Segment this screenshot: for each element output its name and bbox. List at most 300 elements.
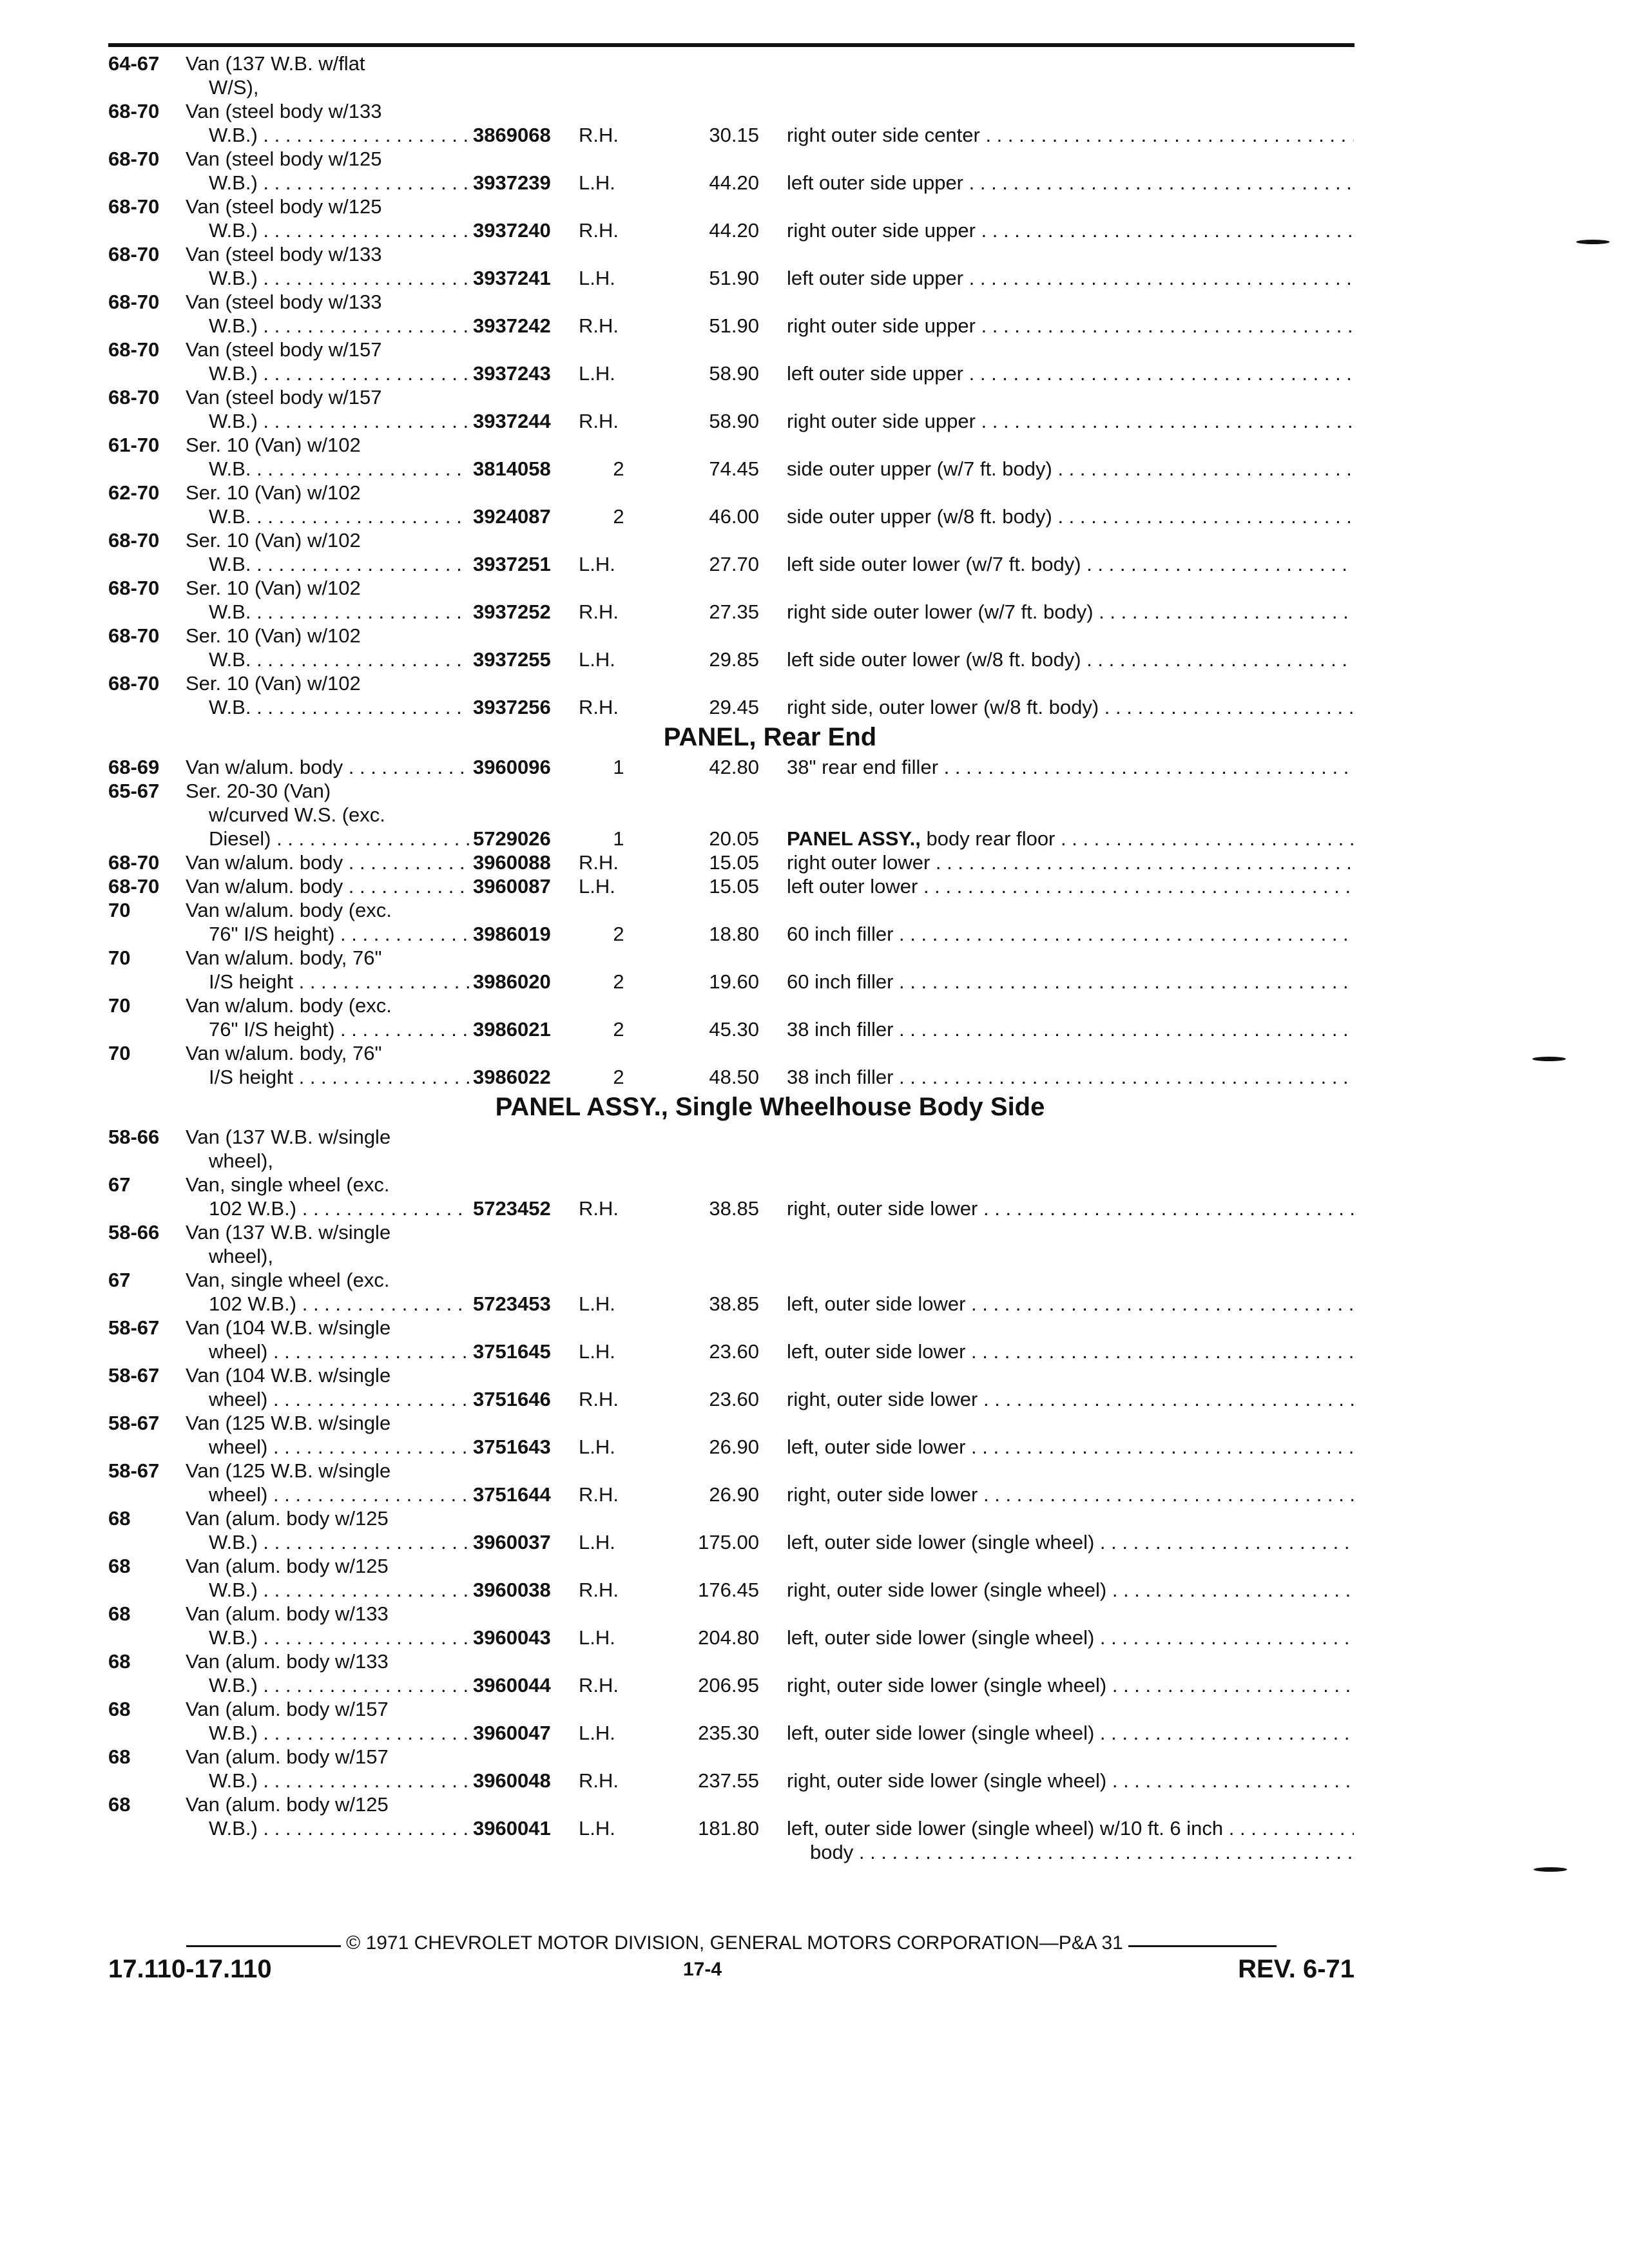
catalog-entry — [108, 99, 1354, 147]
entry-line — [108, 970, 1354, 994]
entry-line — [108, 75, 1354, 99]
model-years: 68-69 — [108, 756, 160, 778]
price: 51.90 — [709, 314, 759, 337]
part-description — [787, 218, 1354, 242]
catalog-entry — [108, 1173, 1354, 1220]
part-number: 3960087 — [469, 874, 576, 898]
side-indicator: R.H. — [579, 314, 619, 337]
part-description — [787, 970, 1354, 994]
part-description-text: right outer lower — [787, 851, 930, 874]
catalog-entry — [108, 528, 1354, 576]
part-description — [787, 1721, 1354, 1745]
model-leader-dots — [186, 874, 469, 898]
model-description: 102 W.B.) — [209, 1293, 297, 1315]
model-description: Van (steel body w/133 — [186, 291, 382, 313]
part-description — [787, 922, 1354, 946]
model-years: 68-70 — [108, 338, 160, 361]
model-description: Van (alum. body w/133 — [186, 1650, 389, 1673]
model-years: 58-66 — [108, 1221, 160, 1244]
entry-line — [108, 1387, 1354, 1411]
side-indicator: R.H. — [579, 696, 619, 718]
part-number: 3986020 — [469, 970, 576, 994]
part-description-text: left outer lower — [787, 875, 918, 898]
model-years: 70 — [108, 947, 131, 969]
model-description: Van, single wheel (exc. — [186, 1173, 390, 1196]
side-indicator: R.H. — [579, 219, 619, 242]
model-description: Van (alum. body w/125 — [186, 1793, 389, 1816]
part-number: 3986019 — [469, 922, 576, 946]
model-years: 70 — [108, 1042, 131, 1064]
part-description-text: left, outer side lower — [787, 1293, 966, 1315]
catalog-entry — [108, 1697, 1354, 1745]
side-indicator: L.H. — [579, 1817, 615, 1840]
part-description-text: left side outer lower (w/7 ft. body) — [787, 553, 1081, 575]
entry-line — [108, 1065, 1354, 1089]
part-description-text: left outer side upper — [787, 267, 964, 289]
entry-line — [108, 1268, 1354, 1292]
price: 18.80 — [709, 923, 759, 945]
side-indicator: R.H. — [579, 1483, 619, 1506]
model-description: W.B.) — [209, 124, 258, 146]
entry-line — [108, 1017, 1354, 1041]
side-indicator: R.H. — [579, 1579, 619, 1601]
part-description-text: right, outer side lower — [787, 1483, 978, 1506]
model-description: Van w/alum. body (exc. — [186, 899, 392, 921]
copyright-line — [108, 1930, 1354, 1956]
part-number: 3960096 — [469, 755, 576, 779]
price: 26.90 — [709, 1483, 759, 1506]
model-description: W.B.) — [209, 1579, 258, 1601]
part-number: 3960044 — [469, 1673, 576, 1697]
model-years: 68-70 — [108, 148, 160, 170]
price: 38.85 — [709, 1197, 759, 1220]
part-description — [787, 648, 1354, 671]
catalog-entry — [108, 1792, 1354, 1864]
model-description: Van (125 W.B. w/single — [186, 1412, 391, 1434]
catalog-entry — [108, 338, 1354, 385]
entry-line — [108, 1816, 1354, 1840]
side-indicator: R.H. — [579, 124, 619, 146]
catalog-entry — [108, 576, 1354, 624]
model-leader-dots — [186, 850, 469, 874]
part-description-text: side outer upper (w/8 ft. body) — [787, 505, 1052, 528]
catalog-entry — [108, 850, 1354, 874]
entry-line — [108, 624, 1354, 648]
side-indicator: L.H. — [579, 648, 615, 671]
entry-line — [108, 338, 1354, 361]
entry-line — [108, 648, 1354, 671]
entry-line — [108, 994, 1354, 1017]
model-description: 76" I/S height) — [209, 1018, 335, 1041]
group-range: 17.110-17.110 — [108, 1955, 272, 1983]
part-description-text: left, outer side lower (single wheel) — [787, 1722, 1095, 1744]
model-description: Van (steel body w/125 — [186, 148, 382, 170]
part-description — [787, 505, 1354, 528]
part-number: 3960038 — [469, 1578, 576, 1602]
part-description-text: right outer side center — [787, 124, 980, 146]
entry-line — [108, 528, 1354, 552]
part-description-text: left, outer side lower — [787, 1436, 966, 1458]
quantity: 2 — [613, 1066, 624, 1088]
model-years: 58-66 — [108, 1126, 160, 1148]
model-years: 68-70 — [108, 243, 160, 265]
side-indicator: L.H. — [579, 1722, 615, 1744]
model-description: W.B. — [209, 648, 251, 671]
model-description: I/S height — [209, 970, 293, 993]
model-description: w/curved W.S. (exc. — [209, 803, 385, 826]
part-description — [787, 361, 1354, 385]
part-description-text: left, outer side lower (single wheel) — [787, 1531, 1095, 1553]
quantity: 2 — [613, 505, 624, 528]
model-description: 76" I/S height) — [209, 923, 335, 945]
model-description: W.B. — [209, 553, 251, 575]
part-number: 3960041 — [469, 1816, 576, 1840]
model-description: Van (steel body w/157 — [186, 338, 382, 361]
catalog-entry — [108, 1745, 1354, 1792]
model-description: Van (alum. body w/133 — [186, 1602, 389, 1625]
part-description-text: 38 inch filler — [787, 1066, 894, 1088]
price: 15.05 — [709, 851, 759, 874]
entry-line — [108, 123, 1354, 147]
part-number: 3960088 — [469, 850, 576, 874]
entry-line — [108, 755, 1354, 779]
part-number: 3751644 — [469, 1483, 576, 1506]
entry-line — [108, 1506, 1354, 1530]
model-description: Van (alum. body w/125 — [186, 1555, 389, 1577]
entry-line — [108, 1340, 1354, 1363]
model-years: 68-70 — [108, 875, 160, 898]
part-number: 3937256 — [469, 695, 576, 719]
entry-line — [108, 922, 1354, 946]
part-description — [787, 695, 1354, 719]
entry-line — [108, 1554, 1354, 1578]
quantity: 2 — [613, 923, 624, 945]
entry-line — [108, 433, 1354, 457]
part-description — [787, 1673, 1354, 1697]
model-years: 61-70 — [108, 434, 160, 456]
side-indicator: L.H. — [579, 1531, 615, 1553]
part-description-text: right outer side upper — [787, 314, 976, 337]
catalog-entry — [108, 624, 1354, 671]
model-description: W/S), — [209, 76, 259, 99]
model-years: 68 — [108, 1745, 131, 1768]
model-years: 68-70 — [108, 100, 160, 122]
entry-line — [108, 1745, 1354, 1769]
model-years: 62-70 — [108, 481, 160, 504]
model-description: wheel) — [209, 1436, 268, 1458]
part-description — [787, 1483, 1354, 1506]
catalog-entry — [108, 994, 1354, 1041]
model-description: Van (steel body w/157 — [186, 386, 382, 408]
model-description: Van (137 W.B. w/flat — [186, 52, 365, 75]
entry-line — [108, 1292, 1354, 1316]
model-description: Ser. 10 (Van) w/102 — [186, 577, 361, 599]
part-description — [787, 850, 1354, 874]
catalog-entry — [108, 1459, 1354, 1506]
entry-line — [108, 1173, 1354, 1196]
catalog-entry — [108, 755, 1354, 779]
part-description — [787, 1530, 1354, 1554]
model-description: W.B.) — [209, 362, 258, 385]
part-description — [787, 1435, 1354, 1459]
side-indicator: L.H. — [579, 362, 615, 385]
part-number: 3937244 — [469, 409, 576, 433]
part-description-text: left, outer side lower — [787, 1340, 966, 1363]
entry-line — [108, 1316, 1354, 1340]
catalog-entry — [108, 1220, 1354, 1268]
side-indicator: L.H. — [579, 171, 615, 194]
part-description — [787, 1626, 1354, 1649]
revision-label: REV. 6-71 — [1238, 1955, 1354, 1983]
side-indicator: R.H. — [579, 1769, 619, 1792]
model-description: W.B.) — [209, 171, 258, 194]
entry-line — [108, 481, 1354, 505]
part-number: 3937240 — [469, 218, 576, 242]
part-description — [787, 171, 1354, 195]
quantity: 2 — [613, 970, 624, 993]
quantity: 1 — [613, 756, 624, 778]
price: 44.20 — [709, 171, 759, 194]
part-description — [787, 755, 1354, 779]
catalog-entry — [108, 52, 1354, 99]
model-description: Van (steel body w/125 — [186, 195, 382, 218]
model-description: Van (alum. body w/157 — [186, 1745, 389, 1768]
catalog-entry — [108, 1411, 1354, 1459]
price: 20.05 — [709, 827, 759, 850]
model-years: 58-67 — [108, 1364, 160, 1387]
part-number: 3986022 — [469, 1065, 576, 1089]
model-description: W.B.) — [209, 219, 258, 242]
part-description-text: right, outer side lower (single wheel) — [787, 1674, 1107, 1696]
model-years: 65-67 — [108, 780, 160, 802]
entry-line — [108, 1602, 1354, 1626]
entry-line — [108, 505, 1354, 528]
part-number: 3937242 — [469, 314, 576, 338]
model-description: Van (steel body w/133 — [186, 100, 382, 122]
entry-line — [108, 1840, 1354, 1864]
entry-line — [108, 1721, 1354, 1745]
side-indicator: L.H. — [579, 1436, 615, 1458]
part-description-text: right, outer side lower — [787, 1197, 978, 1220]
binding-mark — [1534, 1867, 1567, 1872]
side-indicator: R.H. — [579, 851, 619, 874]
price: 45.30 — [709, 1018, 759, 1041]
entry-line — [108, 147, 1354, 171]
model-description: wheel) — [209, 1388, 268, 1410]
part-description — [787, 1816, 1354, 1840]
model-description: W.B. — [209, 696, 251, 718]
part-description-text: 38" rear end filler — [787, 756, 939, 778]
entry-line — [108, 1626, 1354, 1649]
catalog-entry — [108, 1125, 1354, 1173]
model-description: wheel), — [209, 1245, 273, 1267]
entry-line — [108, 1530, 1354, 1554]
binding-mark — [1576, 240, 1610, 244]
price: 204.80 — [698, 1626, 759, 1649]
entry-line — [108, 1792, 1354, 1816]
copyright-rule-left — [186, 1945, 341, 1947]
model-description: W.B.) — [209, 267, 258, 289]
model-description: Ser. 10 (Van) w/102 — [186, 481, 361, 504]
price: 48.50 — [709, 1066, 759, 1088]
model-years: 68-70 — [108, 577, 160, 599]
entry-line — [108, 1363, 1354, 1387]
price: 237.55 — [698, 1769, 759, 1792]
part-description — [787, 827, 1354, 850]
price: 23.60 — [709, 1340, 759, 1363]
entry-line — [108, 1411, 1354, 1435]
part-number: 5729026 — [469, 827, 576, 850]
catalog-entry — [108, 433, 1354, 481]
part-description-text: left, outer side lower (single wheel) — [787, 1626, 1095, 1649]
model-description: W.B.) — [209, 1626, 258, 1649]
part-number: 5723452 — [469, 1196, 576, 1220]
entry-line — [108, 52, 1354, 75]
model-years: 68 — [108, 1650, 131, 1673]
model-years: 68 — [108, 1793, 131, 1816]
model-description: W.B.) — [209, 1817, 258, 1840]
model-years: 68-70 — [108, 851, 160, 874]
part-description — [787, 1340, 1354, 1363]
model-description: Van w/alum. body, 76" — [186, 947, 382, 969]
copyright-text: © 1971 CHEVROLET MOTOR DIVISION, GENERAL MOTORS CORPORATION—P&A 31 — [346, 1932, 1123, 1954]
model-description: Van (137 W.B. w/single — [186, 1126, 391, 1148]
model-description: Ser. 10 (Van) w/102 — [186, 672, 361, 695]
price: 51.90 — [709, 267, 759, 289]
part-description — [787, 552, 1354, 576]
catalog-entry — [108, 946, 1354, 994]
part-description-text: right, outer side lower (single wheel) — [787, 1769, 1107, 1792]
model-description: Van w/alum. body — [186, 851, 343, 874]
catalog-entry — [108, 242, 1354, 290]
model-description: I/S height — [209, 1066, 293, 1088]
model-years: 67 — [108, 1173, 131, 1196]
part-number: 3751643 — [469, 1435, 576, 1459]
entry-line — [108, 1041, 1354, 1065]
part-description-text: right, outer side lower (single wheel) — [787, 1579, 1107, 1601]
part-number: 3937255 — [469, 648, 576, 671]
part-number: 3937252 — [469, 600, 576, 624]
entry-line — [108, 779, 1354, 803]
top-rule — [108, 43, 1354, 47]
entry-line — [108, 99, 1354, 123]
part-description-text: left, outer side lower (single wheel) w/10 ft. 6 inch — [787, 1817, 1224, 1840]
model-description: wheel) — [209, 1483, 268, 1506]
model-description: Ser. 10 (Van) w/102 — [186, 434, 361, 456]
model-description: Ser. 10 (Van) w/102 — [186, 624, 361, 647]
catalog-entry — [108, 1268, 1354, 1316]
catalog-entry — [108, 1316, 1354, 1363]
price: 19.60 — [709, 970, 759, 993]
part-description-text: right side outer lower (w/7 ft. body) — [787, 601, 1094, 623]
entry-line — [108, 803, 1354, 827]
part-description — [787, 1387, 1354, 1411]
model-years: 58-67 — [108, 1412, 160, 1434]
catalog-entry — [108, 385, 1354, 433]
side-indicator: R.H. — [579, 601, 619, 623]
model-description: Van, single wheel (exc. — [186, 1269, 390, 1291]
part-description — [787, 600, 1354, 624]
price: 29.45 — [709, 696, 759, 718]
part-description-text: right side, outer lower (w/8 ft. body) — [787, 696, 1099, 718]
entry-line — [108, 290, 1354, 314]
part-number: 3986021 — [469, 1017, 576, 1041]
side-indicator: L.H. — [579, 875, 615, 898]
model-years: 68-70 — [108, 529, 160, 552]
entry-line — [108, 1673, 1354, 1697]
price: 58.90 — [709, 362, 759, 385]
price: 235.30 — [698, 1722, 759, 1744]
catalog-entry — [108, 195, 1354, 242]
price: 15.05 — [709, 875, 759, 898]
part-number: 3960048 — [469, 1769, 576, 1792]
entry-line — [108, 1459, 1354, 1483]
model-years: 68 — [108, 1698, 131, 1720]
side-indicator: L.H. — [579, 267, 615, 289]
model-description: 102 W.B.) — [209, 1197, 297, 1220]
entry-line — [108, 409, 1354, 433]
part-number: 3814058 — [469, 457, 576, 481]
part-description-text: 60 inch filler — [787, 970, 894, 993]
entry-line — [108, 600, 1354, 624]
entry-line — [108, 1196, 1354, 1220]
price: 42.80 — [709, 756, 759, 778]
entry-line — [108, 946, 1354, 970]
price: 176.45 — [698, 1579, 759, 1601]
quantity: 2 — [613, 1018, 624, 1041]
price: 175.00 — [698, 1531, 759, 1553]
part-description — [787, 1017, 1354, 1041]
part-description-text: body — [810, 1841, 854, 1863]
part-number: 3869068 — [469, 123, 576, 147]
part-description — [787, 1196, 1354, 1220]
entry-line — [108, 1649, 1354, 1673]
part-description — [787, 1578, 1354, 1602]
part-description — [787, 1292, 1354, 1316]
model-description: Van (125 W.B. w/single — [186, 1459, 391, 1482]
price: 27.35 — [709, 601, 759, 623]
price: 74.45 — [709, 457, 759, 480]
model-description: Van (104 W.B. w/single — [186, 1364, 391, 1387]
side-indicator: L.H. — [579, 1293, 615, 1315]
model-years: 64-67 — [108, 52, 160, 75]
model-description: Van w/alum. body, 76" — [186, 1042, 382, 1064]
entry-line — [108, 266, 1354, 290]
entry-line — [108, 671, 1354, 695]
entry-line — [108, 457, 1354, 481]
section-title: PANEL ASSY., Single Wheelhouse Body Side — [495, 1093, 1045, 1121]
part-number: 3751646 — [469, 1387, 576, 1411]
price: 181.80 — [698, 1817, 759, 1840]
part-description-text: left outer side upper — [787, 362, 964, 385]
entry-line — [108, 898, 1354, 922]
side-indicator: L.H. — [579, 1626, 615, 1649]
entry-line — [108, 1220, 1354, 1244]
entry-line — [108, 1483, 1354, 1506]
part-number: 3960043 — [469, 1626, 576, 1649]
part-description — [787, 123, 1354, 147]
entry-line — [108, 874, 1354, 898]
price: 30.15 — [709, 124, 759, 146]
model-description: W.B. — [209, 505, 251, 528]
part-description — [810, 1840, 1354, 1864]
part-number: 5723453 — [469, 1292, 576, 1316]
side-indicator: R.H. — [579, 1674, 619, 1696]
model-leader-dots — [186, 755, 469, 779]
entry-line — [108, 1769, 1354, 1792]
catalog-entry — [108, 1041, 1354, 1089]
model-description: W.B.) — [209, 410, 258, 432]
